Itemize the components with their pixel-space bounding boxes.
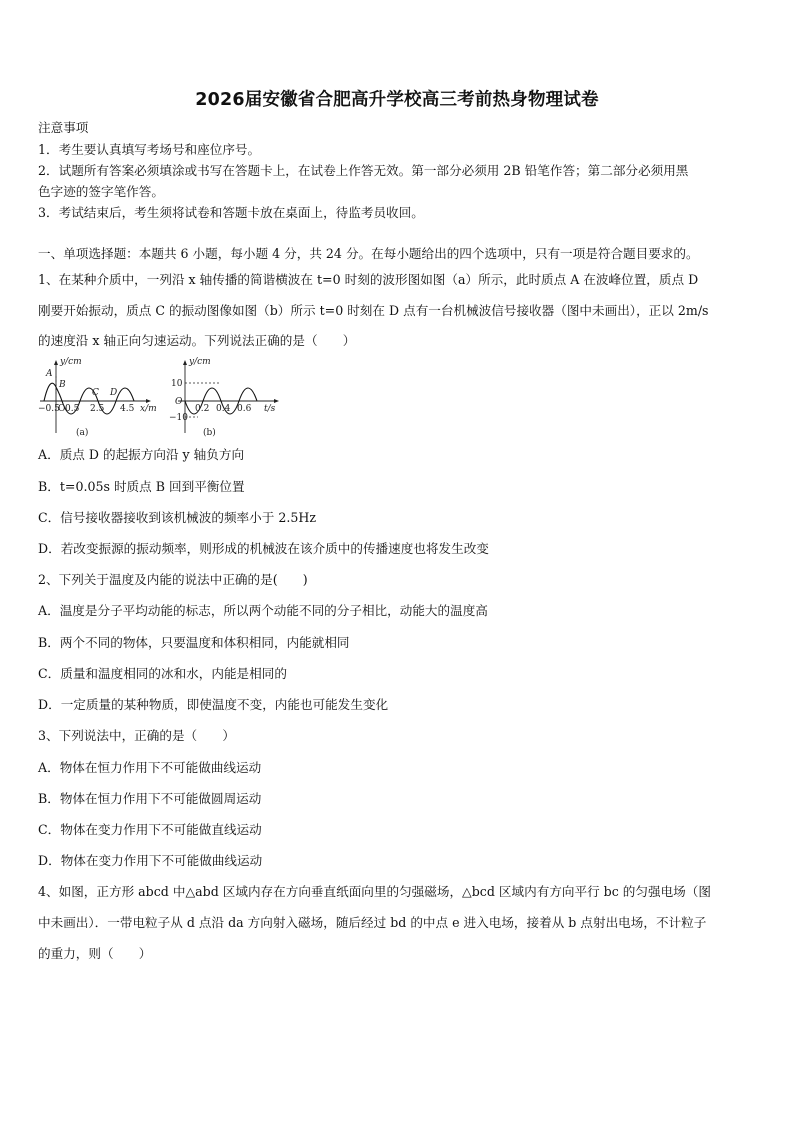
q2-option-c: C．质量和温度相同的冰和水，内能是相同的	[38, 666, 287, 681]
q2-stem: 2、下列关于温度及内能的说法中正确的是( )	[38, 572, 308, 587]
arrow-y-a	[54, 360, 58, 365]
point-A: A	[46, 369, 53, 379]
q3-option-a: A．物体在恒力作用下不可能做曲线运动	[38, 760, 262, 775]
arrow-x-a	[146, 399, 151, 403]
xlabel-a: x/m	[140, 404, 157, 414]
q1-option-d: D．若改变振源的振动频率，则形成的机械波在该介质中的传播速度也将发生改变	[38, 541, 489, 556]
notice-heading: 注意事项	[38, 120, 89, 135]
arrow-y-b	[183, 360, 187, 365]
tick-a-25: 2.5	[90, 404, 105, 414]
q1-option-a: A．质点 D 的起振方向沿 y 轴负方向	[38, 447, 245, 462]
xtick-b-06: 0.6	[237, 404, 252, 414]
q2-option-b: B．两个不同的物体，只要温度和体积相同，内能就相同	[38, 635, 350, 650]
q1-stem-line-1: 1、在某种介质中，一列沿 x 轴传播的简谐横波在 t=0 时刻的波形图如图（a）所示，此时质点 A 在波峰位置，质点 D	[38, 272, 699, 287]
point-D: D	[110, 388, 118, 398]
q1-figures	[38, 355, 288, 440]
ylabel-a: y/cm	[60, 357, 82, 367]
arrow-x-b	[274, 399, 279, 403]
q1-stem-line-3: 的速度沿 x 轴正向匀速运动。下列说法正确的是（ ）	[38, 333, 356, 348]
caption-a: (a)	[76, 428, 89, 438]
notice-item-2: 2．试题所有答案必须填涂或书写在答题卡上，在试卷上作答无效。第一部分必须用 2B 铅笔作答；第二部分必须用黑	[38, 163, 689, 178]
q3-option-c: C．物体在变力作用下不可能做直线运动	[38, 822, 262, 837]
q1-option-c: C．信号接收器接收到该机械波的频率小于 2.5Hz	[38, 510, 316, 525]
q3-option-b: B．物体在恒力作用下不可能做圆周运动	[38, 791, 262, 806]
section-heading: 一、单项选择题：本题共 6 小题，每小题 4 分，共 24 分。在每小题给出的四个选项中，只有一项是符合题目要求的。	[38, 246, 699, 261]
q2-option-d: D．一定质量的某种物质，即使温度不变，内能也可能发生变化	[38, 697, 389, 712]
caption-b: (b)	[203, 428, 216, 438]
point-C: C	[92, 388, 99, 398]
wave-figure-a	[38, 357, 157, 438]
ylabel-b: y/cm	[189, 357, 211, 367]
ytick-b-10: 10	[171, 379, 183, 389]
origin-b: O	[175, 397, 183, 407]
vibration-figure-b	[169, 357, 279, 438]
q1-stem-line-2: 刚要开始振动，质点 C 的振动图像如图（b）所示 t=0 时刻在 D 点有一台机械波信号接收器（图中未画出），正以 2m/s	[38, 303, 709, 318]
xlabel-b: t/s	[264, 404, 276, 414]
origin-a: O	[58, 404, 66, 414]
q3-option-d: D．物体在变力作用下不可能做曲线运动	[38, 853, 263, 868]
notice-item-3: 3．考试结束后，考生须将试卷和答题卡放在桌面上，待监考员收回。	[38, 205, 424, 220]
q1-option-b: B．t=0.05s 时质点 B 回到平衡位置	[38, 479, 245, 494]
q3-stem: 3、下列说法中，正确的是（ ）	[38, 728, 235, 743]
q2-option-a: A．温度是分子平均动能的标志，所以两个动能不同的分子相比，动能大的温度高	[38, 603, 488, 618]
xtick-b-02: 0.2	[195, 404, 210, 414]
q4-stem-line-1: 4、如图，正方形 abcd 中△abd 区域内存在方向垂直纸面向里的匀强磁场，△bcd 区域内有方向平行 bc 的匀强电场（图	[38, 884, 711, 899]
q4-stem-line-3: 的重力，则（ ）	[38, 946, 152, 961]
notice-item-2-cont: 色字迹的签字笔作答。	[38, 184, 164, 199]
tick-a-45: 4.5	[120, 404, 135, 414]
xtick-b-04: 0.4	[216, 404, 231, 414]
notice-item-1: 1．考生要认真填写考场号和座位序号。	[38, 142, 261, 157]
point-B: B	[59, 380, 66, 390]
q4-stem-line-2: 中未画出）．一带电粒子从 d 点沿 da 方向射入磁场，随后经过 bd 的中点 e 进入电场，接着从 b 点射出电场，不计粒子	[38, 915, 707, 930]
ytick-b-neg10: −10	[169, 413, 188, 423]
page-title: 2026届安徽省合肥高升学校高三考前热身物理试卷	[195, 90, 599, 110]
tick-a-neg05: −0.5	[38, 404, 60, 414]
tick-a-05: 0.5	[65, 404, 80, 414]
